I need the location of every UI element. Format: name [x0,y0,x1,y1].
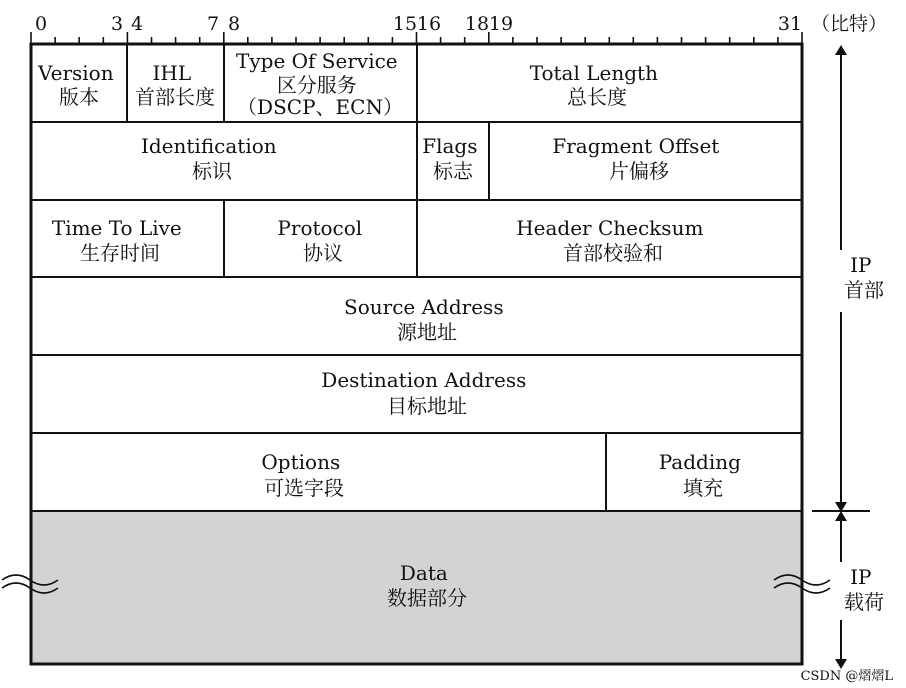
bit-number: 4 [130,13,144,35]
row-destination-address [321,368,532,418]
row-identification-flags-offset [141,134,726,183]
row-options-padding [261,450,747,500]
ihl-field: IHL 首部长度 [135,61,215,109]
time-to-live-field: Time To Live 生存时间 [51,216,182,265]
bit-number: 3 [110,13,124,35]
row-source-address [344,295,510,344]
source-address-field: Source Address 源地址 [344,295,504,344]
bit-unit-label: （比特） [810,13,888,35]
bit-number: 31 [777,13,803,35]
ip-header-label: IP 首部 [844,253,884,302]
watermark: CSDN @熠熠L [800,669,893,684]
total-length-field: Total Length 总长度 [529,61,658,109]
fragment-offset-field: Fragment Offset 片偏移 [552,134,720,183]
bit-number: 15 [392,13,418,35]
row-version-ihl-tos-length [37,49,664,119]
padding-field: Padding 填充 [658,450,741,500]
bit-number: 0 [34,13,48,35]
bit-number: 16 [416,13,442,35]
options-field: Options 可选字段 [261,450,344,500]
bit-number: 8 [227,13,241,35]
bit-ruler [35,13,887,35]
bit-number: 19 [488,13,514,35]
flags-field: Flags 标志 [422,134,478,183]
bit-number: 18 [464,13,490,35]
header-checksum-field: Header Checksum 首部校验和 [516,216,704,265]
data-field: Data 数据部分 [387,561,467,610]
identification-field: Identification 标识 [140,134,277,183]
ip-payload-label: IP 载荷 [844,565,884,614]
version-field: Version 版本 [38,61,114,109]
destination-address-field: Destination Address 目标地址 [321,368,527,418]
type-of-service-field: Type Of Service 区分服务 （DSCP、ECN） [236,49,403,119]
row-ttl-protocol-checksum [52,216,710,265]
bit-number: 7 [206,13,220,35]
protocol-field: Protocol 协议 [277,216,363,265]
